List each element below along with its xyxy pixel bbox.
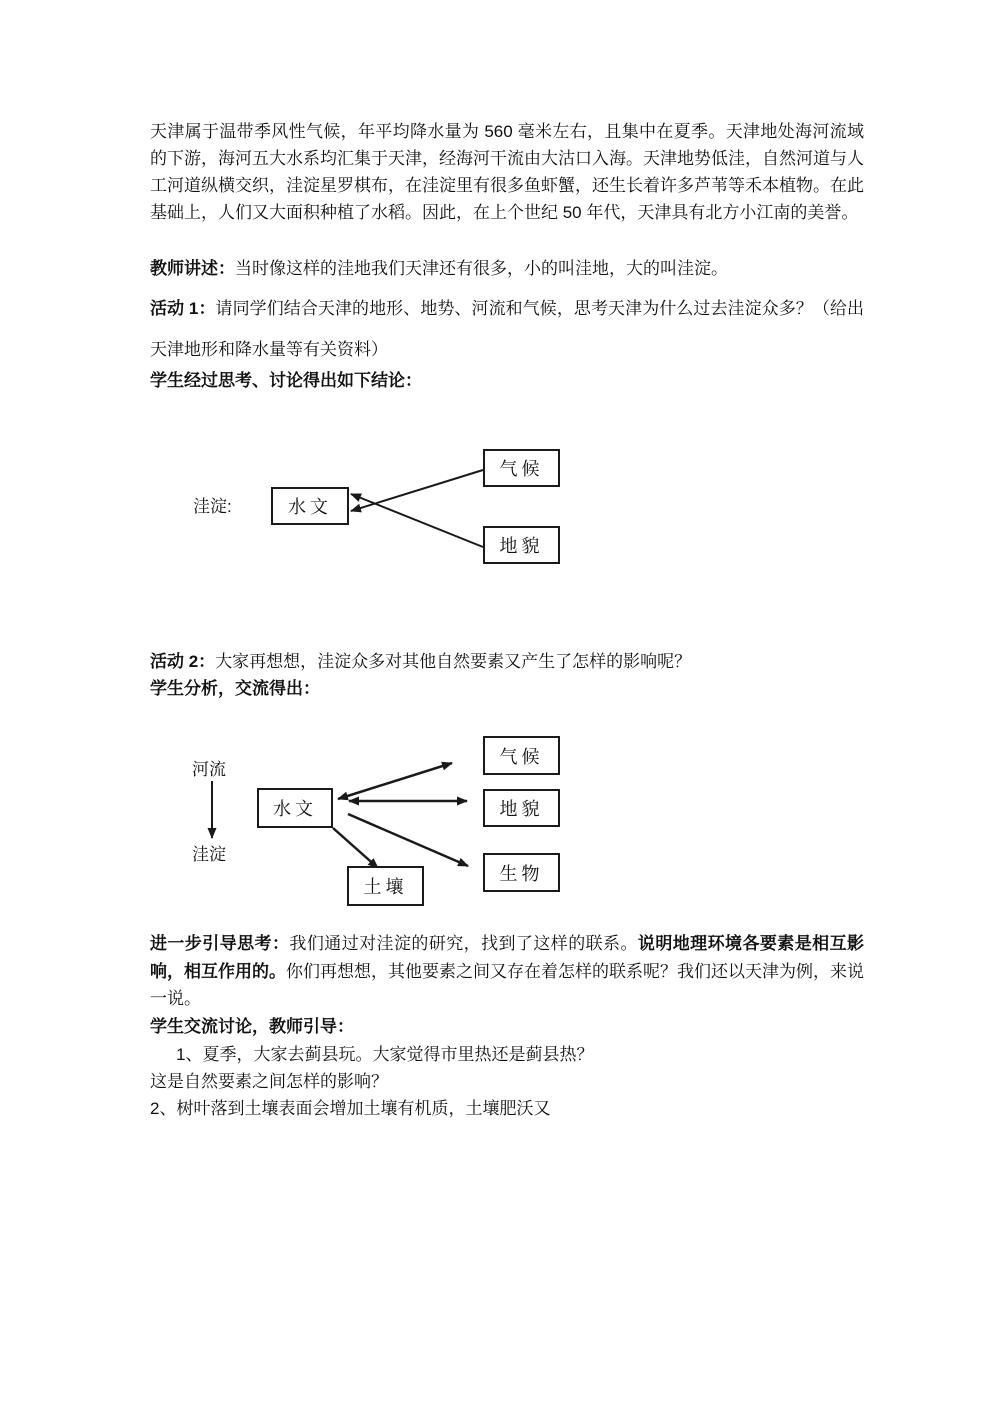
analysis-heading: 学生分析，交流得出： — [150, 679, 320, 698]
diagram2-box-hydrology: 水文 — [257, 788, 333, 828]
teacher-statement — [150, 255, 864, 282]
diagram1-box-climate: 气候 — [483, 449, 560, 487]
teacher-statement-label: 教师讲述： — [150, 259, 235, 278]
diagram1 — [150, 430, 600, 595]
activity1-label: 活动 1： — [150, 299, 216, 318]
discussion-heading: 学生交流讨论，教师引导： — [150, 1017, 354, 1036]
discussion-item-1: 1、夏季，大家去蓟县玩。大家觉得市里热还是蓟县热？ — [176, 1045, 594, 1064]
diagram2-river-label: 河流 — [192, 760, 226, 779]
arrow-climate-to-hydrology — [351, 470, 483, 511]
intro-paragraph: 天津属于温带季风性气候，年平均降水量为 560 毫米左右，且集中在夏季。天津地处海河流域的下游，海河五大水系均汇集于天津，经海河干流由大沽口入海。天津地势低洼，自然河道与人工河道纵横交织，洼淀星罗棋布，在洼淀里有很多鱼虾蟹，还生长着许多芦苇等禾本植物。在此基础上，人们又大面积种植了水稻。因此，在上个世纪 50 年代，天津具有北方小江南的美誉。 — [150, 122, 864, 222]
arrow-landform-to-hydrology — [351, 494, 483, 547]
diagram2-depression-label: 洼淀 — [192, 845, 226, 864]
discussion-item-3: 2、树叶落到土壤表面会增加土壤有机质，土壤肥沃又 — [150, 1099, 551, 1118]
activity1-text: 请同学们结合天津的地形、地势、河流和气候，思考天津为什么过去洼淀众多？（给出天津地形和降水量等有关资料） — [150, 299, 864, 359]
activity2-text: 大家再想想，洼淀众多对其他自然要素又产生了怎样的影响呢？ — [215, 652, 692, 671]
diagram2-box-soil: 土壤 — [347, 866, 424, 906]
further-thinking-text2: 你们再想想，其他要素之间又存在着怎样的联系呢？我们还以天津为例，来说一说。 — [150, 961, 864, 1008]
diagram2-box-biology: 生物 — [483, 853, 560, 892]
diagram1-box-landform: 地貌 — [483, 526, 560, 564]
conclusion-heading: 学生经过思考、讨论得出如下结论： — [150, 371, 422, 390]
discussion-item-2: 这是自然要素之间怎样的影响？ — [150, 1072, 388, 1091]
diagram2 — [150, 720, 600, 920]
activity2-label: 活动 2： — [150, 652, 216, 671]
diagram1-box-hydrology: 水文 — [271, 487, 349, 525]
further-thinking-bold-text: 说明地理环境各要素是相互影响，相互作用的。 — [150, 934, 865, 981]
diagram2-box-climate: 气候 — [483, 736, 560, 775]
further-thinking-label: 进一步引导思考： — [150, 934, 290, 953]
teacher-statement-text: 当时像这样的洼地我们天津还有很多，小的叫洼地，大的叫洼淀。 — [235, 259, 728, 278]
activity1-paragraph — [150, 288, 864, 370]
diagram1-side-label: 洼淀: — [193, 497, 232, 516]
diagram2-box-landform: 地貌 — [483, 789, 560, 827]
arrow-hydrology-climate — [338, 763, 452, 799]
activity2-paragraph — [150, 648, 864, 675]
arrow-hydrology-soil — [333, 828, 378, 868]
further-thinking-text1: 我们通过对洼淀的研究，找到了这样的联系。 — [289, 934, 638, 953]
further-thinking-paragraph — [150, 930, 864, 1013]
